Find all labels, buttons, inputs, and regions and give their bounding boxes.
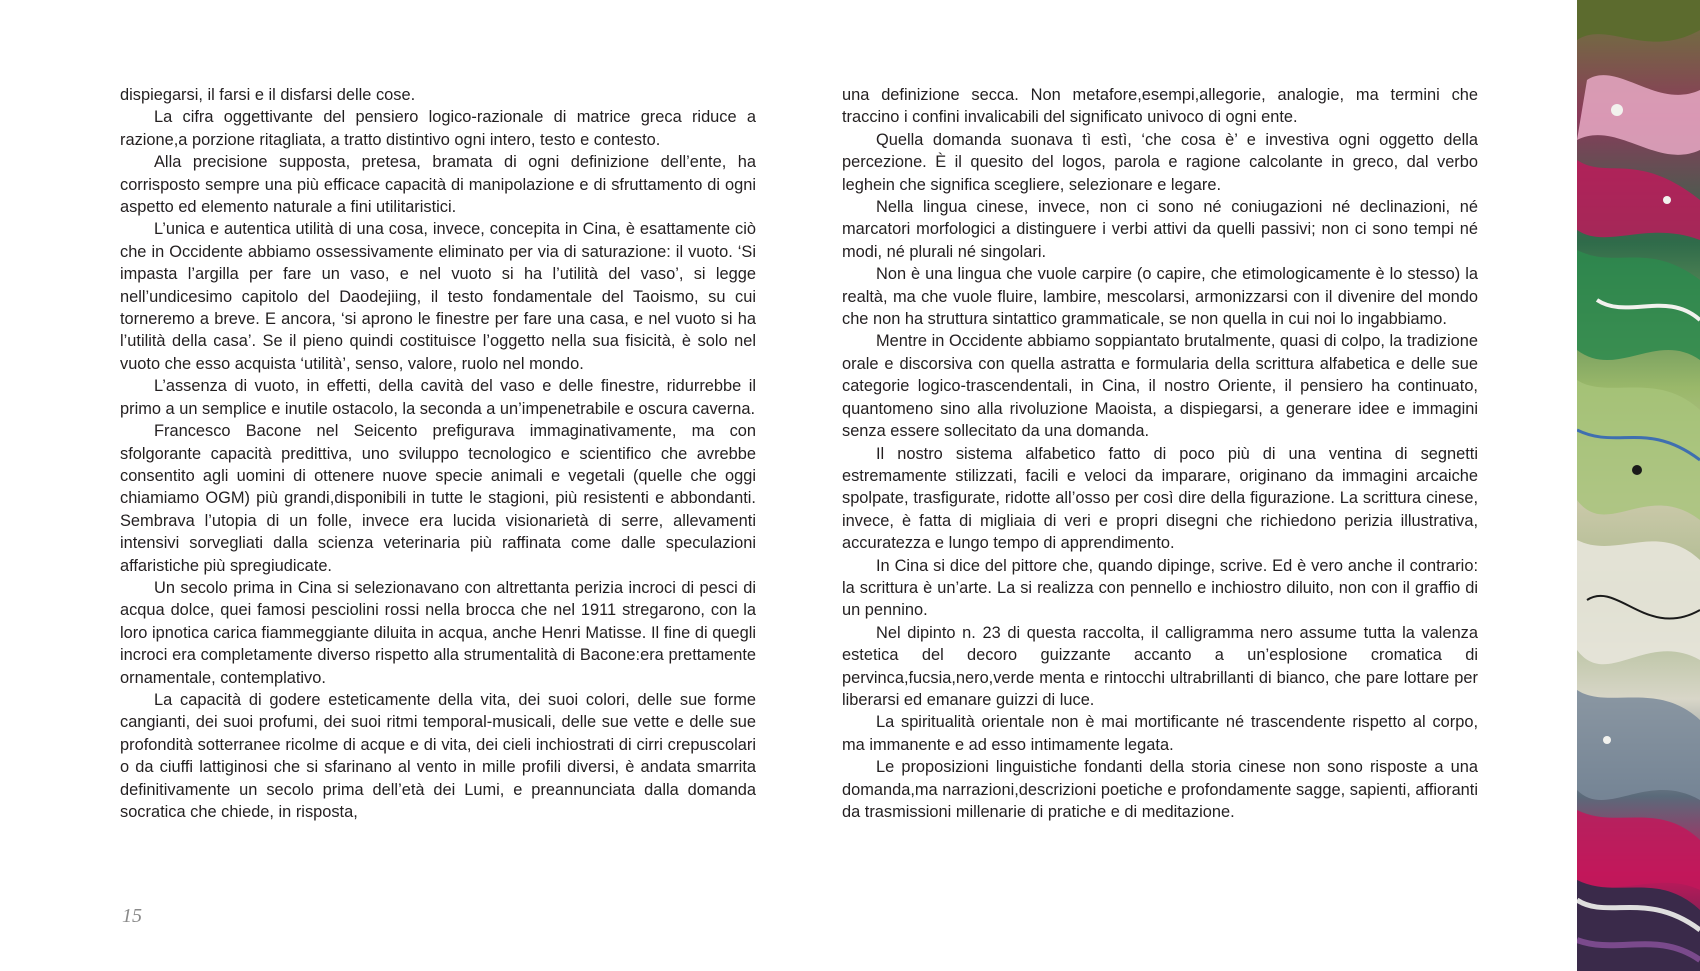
abstract-painting-image: [1577, 0, 1700, 971]
left-text-column: [120, 84, 756, 823]
painting-strip: [1577, 0, 1700, 971]
paragraph: La capacità di godere esteticamente della vita, dei suoi colori, delle sue forme cangianti, dei suoi profumi, dei suoi ritmi temporal-musicali, delle sue vette e delle sue profondità sotterranee ricolme di acque e di vita, dei cieli inchiostrati di cirri crepuscolari o da ciuffi lattiginosi che si sfarinano al vento in mille profili diversi, è andata smarrita definitivamente un secolo prima dell’età dei Lumi, e preannunciata dalla domanda socratica che chiede, in risposta,: [120, 690, 756, 821]
paragraph: Mentre in Occidente abbiamo soppiantato brutalmente, quasi di colpo, la tradizione orale e discorsiva con quella astratta e formularia della scrittura alfabetica e delle sue categorie logico-trascendentali, in Cina, il nostro Oriente, il pensiero ha continuato, quantomeno sino alla rivoluzione Maoista, a dispiegarsi, a generare idee e immagini senza essere sollecitato da una domanda.: [842, 332, 1478, 441]
paragraph: dispiegarsi, il farsi e il disfarsi delle cose.: [120, 86, 416, 104]
paragraph: In Cina si dice del pittore che, quando dipinge, scrive. Ed è vero anche il contrario: la scrittura è un’arte. La si realizza con pennello e inchiostro diluito, non con il graffio di un pennino.: [842, 556, 1478, 620]
paragraph: Non è una lingua che vuole carpire (o capire, che etimologicamente è lo stesso) la realtà, ma che vuole fluire, lambire, mescolarsi, armonizzarsi con il divenire del mondo che non ha struttura sintattico grammaticale, se non quella in cui noi lo ingabbiamo.: [842, 265, 1478, 329]
paragraph: Quella domanda suonava tì estì, ‘che cosa è’ e investiva ogni oggetto della percezione. È il quesito del logos, parola e ragione calcolante in greco, dal verbo leghein che significa scegliere, selezionare e legare.: [842, 130, 1478, 194]
paragraph: Nel dipinto n. 23 di questa raccolta, il calligramma nero assume tutta la valenza estetica del decoro guizzante accanto a un’esplosione cromatica di pervinca,fucsia,nero,verde menta e rintocchi ultrabrillanti di bianco, che pare lottare per liberarsi ed emanare guizzi di luce.: [842, 623, 1478, 709]
paragraph: Alla precisione supposta, pretesa, bramata di ogni definizione dell’ente, ha corrisposto sempre una più efficace capacità di manipolazione e di sfruttamento di ogni aspetto ed elemento naturale a fini utilitaristici.: [120, 153, 756, 217]
paragraph: Un secolo prima in Cina si selezionavano con altrettanta perizia incroci di pesci di acqua dolce, quei famosi pesciolini rossi nella brocca che nel 1911 stregarono, con la loro ipnotica carica fiammeggiante diluita in acqua, anche Henri Matisse. Il fine di quegli incroci era completamente diverso rispetto alla strumentalità di Bacone:era prettamente ornamentale, contemplativo.: [120, 578, 756, 687]
page-number: 15: [122, 905, 142, 927]
paragraph: La cifra oggettivante del pensiero logico-razionale di matrice greca riduce a razione,a porzione ritagliata, a tratto distintivo ogni intero, testo e contesto.: [120, 108, 756, 149]
paragraph: una definizione secca. Non metafore,esempi,allegorie, analogie, ma termini che traccino i confini invalicabili del significato univoco di ogni ente.: [842, 86, 1478, 127]
paragraph: Le proposizioni linguistiche fondanti della storia cinese non sono risposte a una domanda,ma narrazioni,descrizioni poetiche e profondamente sagge, sapienti, affioranti da trasmissioni millenarie di pratiche e di meditazione.: [842, 758, 1478, 821]
paragraph: L’assenza di vuoto, in effetti, della cavità del vaso e delle finestre, ridurrebbe il primo a un semplice e inutile ostacolo, la seconda a un’impenetrabile e oscura caverna.: [120, 377, 756, 418]
paragraph: Francesco Bacone nel Seicento prefigurava immaginativamente, ma con sfolgorante capacità predittiva, uno sviluppo tecnologico e scientifico che avrebbe consentito agli uomini di ottenere nuove specie animali e vegetali (quelle che oggi chiamiamo OGM) più grandi,disponibili in tutte le stagioni, più resistenti e abbondanti. Sembrava l’utopia di un folle, invece era lucida visionarietà di serre, allevamenti intensivi sorvegliati dalla scienza veterinaria più raffinata come dalle speculazioni affaristiche più spregiudicate.: [120, 422, 756, 575]
paragraph: Il nostro sistema alfabetico fatto di poco più di una ventina di segnetti estremamente stilizzati, facili e veloci da imparare, originano da immagini arcaiche spolpate, trasfigurate, ridotte all’osso per così dire della figurazione. La scrittura cinese, invece, è fatta di migliaia di veri e propri disegni che richiedono perizia illustrativa, accuratezza e lungo tempo di apprendimento.: [842, 444, 1478, 553]
paragraph: La spiritualità orientale non è mai mortificante né trascendente rispetto al corpo, ma immanente e ad esso intimamente legata.: [842, 713, 1478, 754]
right-text-column: [842, 84, 1478, 823]
paragraph: L’unica e autentica utilità di una cosa, invece, concepita in Cina, è esattamente ciò che in Occidente abbiamo ossessivamente eliminato per via di saturazione: il vuoto. ‘Si impasta l’argilla per fare un vaso, e nel vuoto si ha l’utilità del vaso’, si legge nell’undicesimo capitolo del Daodejiing, il testo fondamentale del Taoismo, su cui torneremo a breve. E ancora, ‘si aprono le finestre per fare una casa, e nel vuoto si ha l’utilità della casa’. Se il pieno quindi costituisce l’oggetto nella sua fisicità, è solo nel vuoto che esso acquista ‘utilità’, senso, valore, ruolo nel mondo.: [120, 220, 756, 373]
paragraph: Nella lingua cinese, invece, non ci sono né coniugazioni né declinazioni, né marcatori morfologici a distinguere i verbi attivi da quelli passivi; non ci sono tempi né modi, né plurali né singolari.: [842, 198, 1478, 261]
